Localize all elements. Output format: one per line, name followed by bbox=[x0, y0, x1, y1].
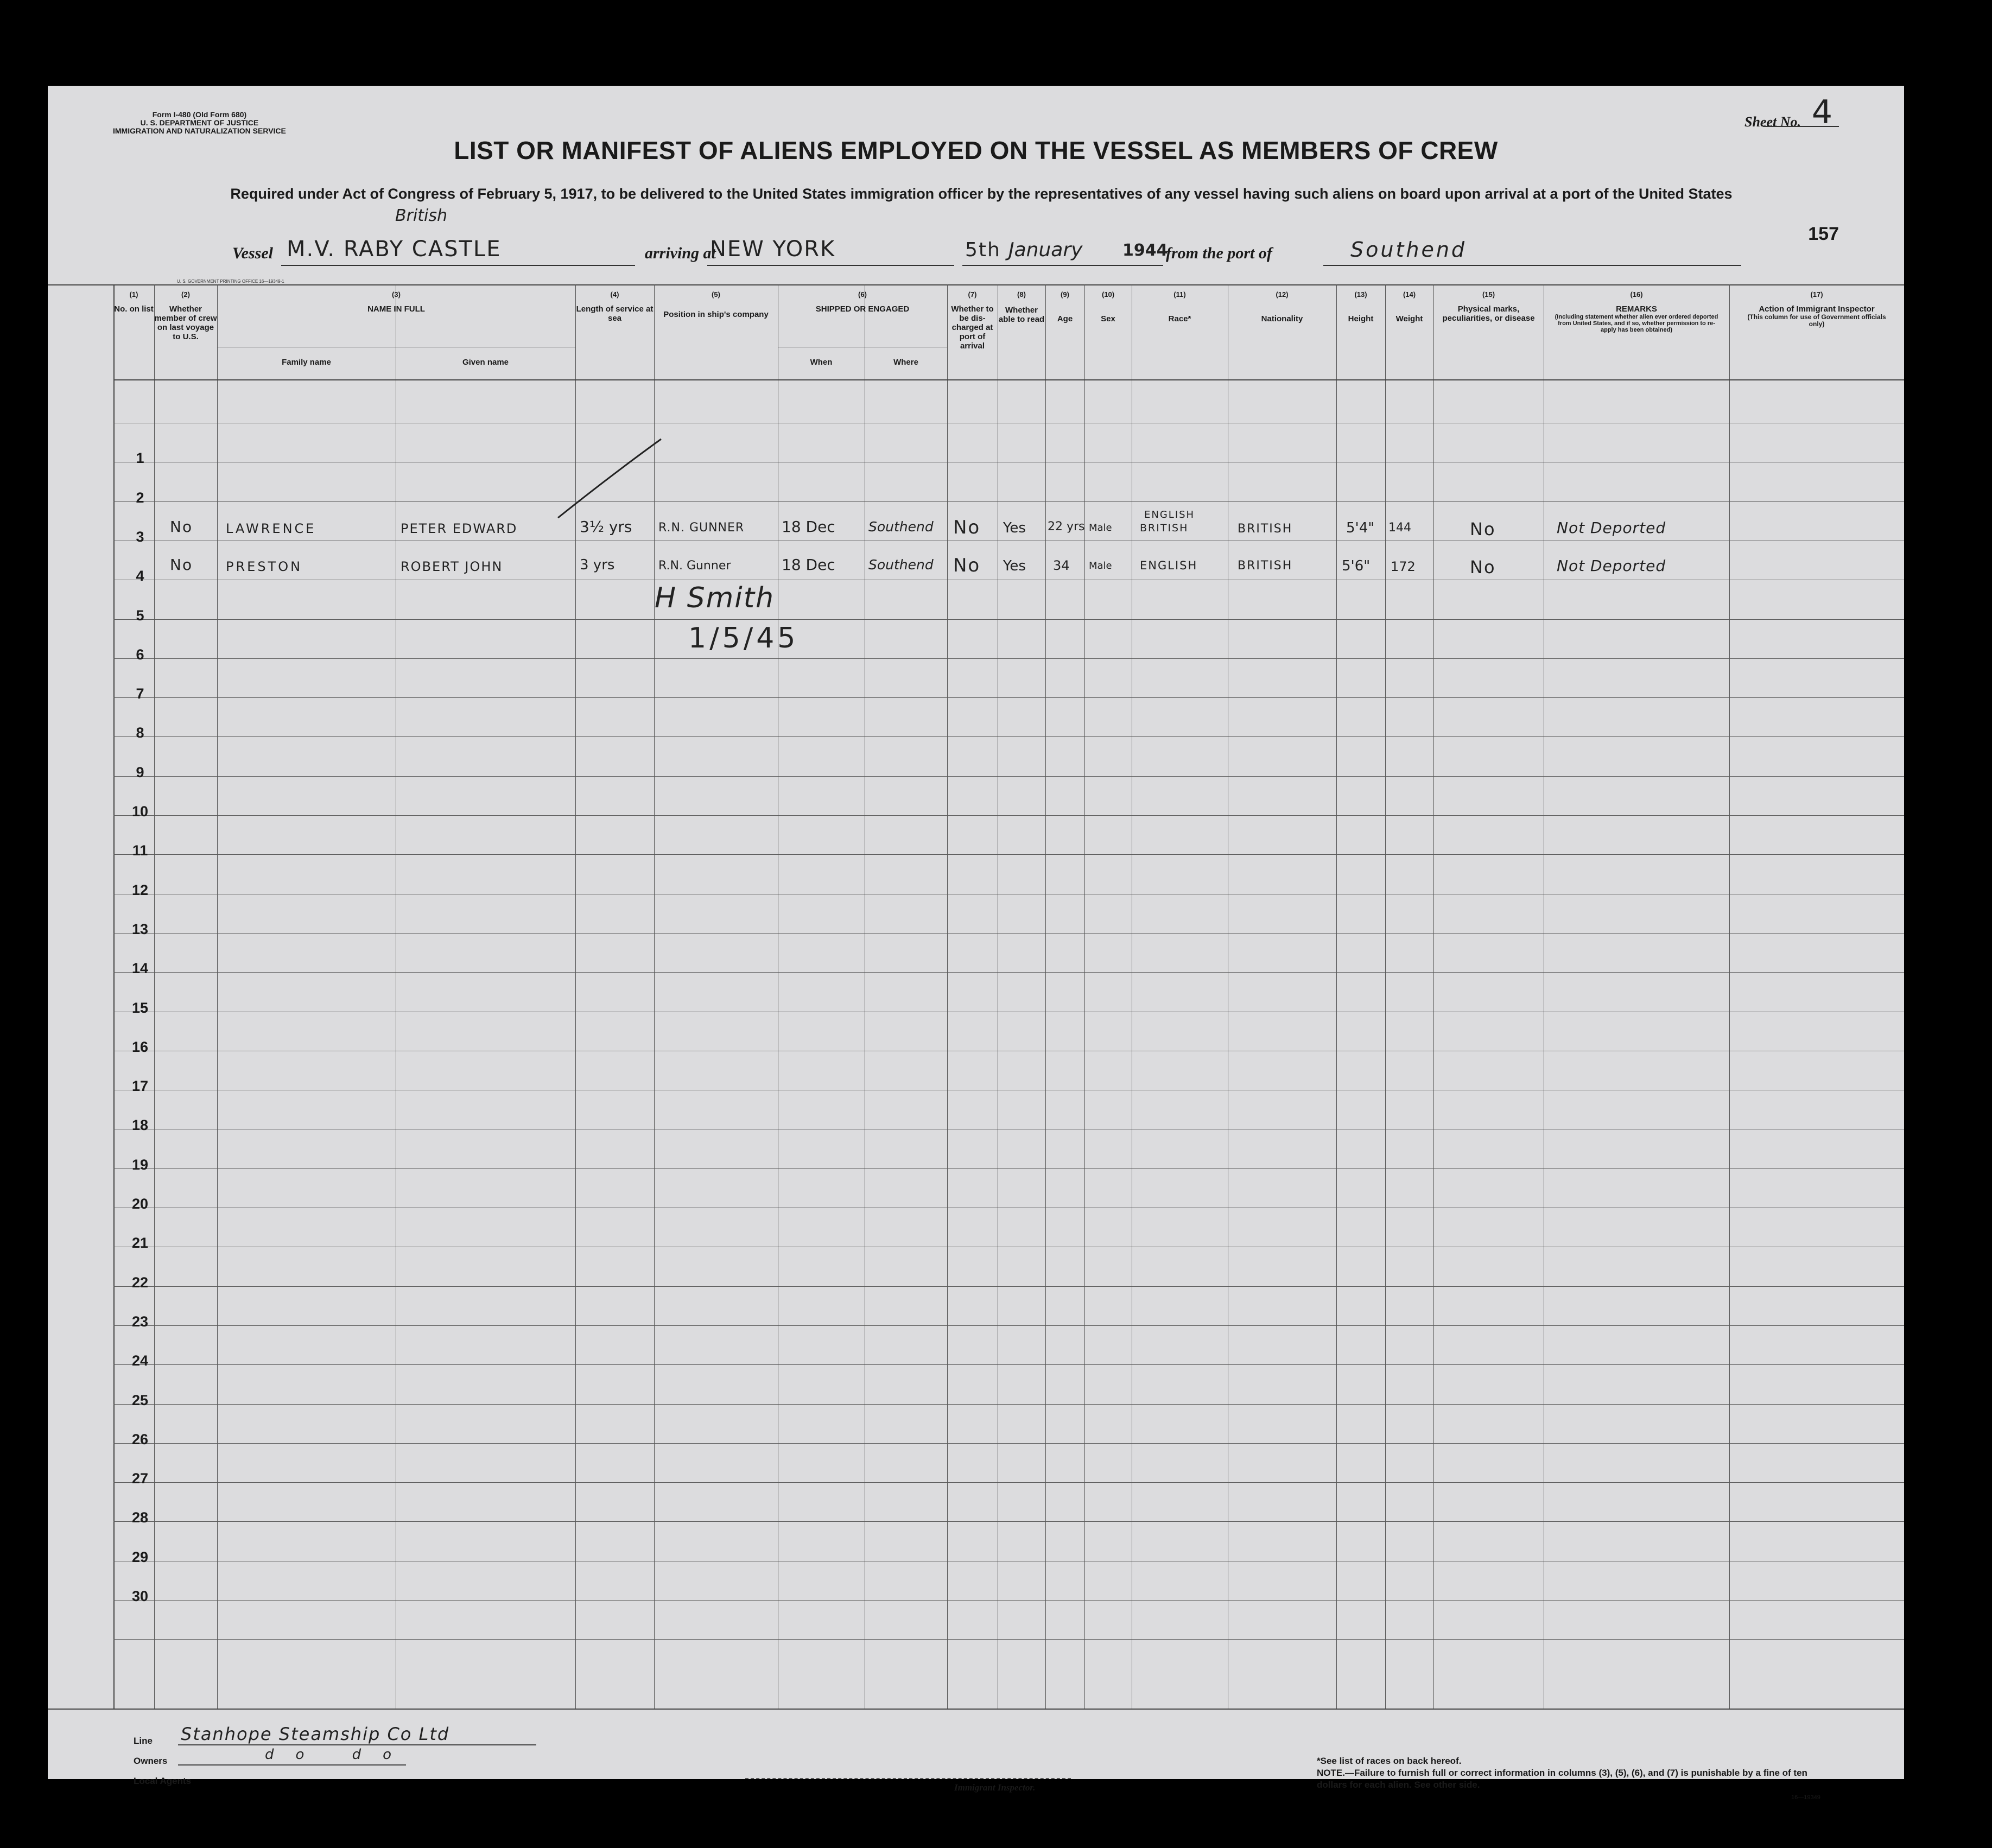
col-header-16: (16) REMARKS (Including statement whether alien ever ordered deported from United States, and if so, whether permission to re-apply has been obtained) bbox=[1555, 290, 1718, 333]
position-cell: R.N. Gunner bbox=[658, 559, 731, 573]
row-line bbox=[113, 1639, 1904, 1640]
page-title: LIST OR MANIFEST OF ALIENS EMPLOYED ON THE VESSEL AS MEMBERS OF CREW bbox=[454, 136, 1498, 164]
row-number: 25 bbox=[131, 1392, 149, 1408]
col-header-13: (13) Height bbox=[1348, 290, 1374, 323]
col-header-15: (15) Physical marks, peculiarities, or disease bbox=[1442, 290, 1535, 323]
vessel-label: Vessel bbox=[232, 244, 273, 262]
col-header-1: (1) No. on list bbox=[114, 290, 154, 314]
where-cell: Southend bbox=[868, 519, 934, 535]
owners-label: Owners bbox=[134, 1756, 168, 1766]
row-number: 11 bbox=[132, 842, 148, 859]
col-header-4: (4) Length of service at sea bbox=[576, 290, 654, 323]
column-divider bbox=[1084, 284, 1085, 1709]
header-bottom-border bbox=[113, 379, 1904, 380]
owners-value: do do bbox=[265, 1747, 414, 1763]
col-header-12: (12) Nationality bbox=[1261, 290, 1303, 323]
row-line bbox=[113, 1364, 1904, 1365]
races-note: *See list of races on back hereof. bbox=[1317, 1756, 1462, 1766]
row-line bbox=[113, 815, 1904, 816]
col-header-6: (6) SHIPPED OR ENGAGED bbox=[815, 290, 910, 314]
service-name: IMMIGRATION AND NATURALIZATION SERVICE bbox=[113, 126, 286, 135]
col-header-10: (10) Sex bbox=[1101, 290, 1115, 323]
arrival-port: NEW YORK bbox=[710, 237, 836, 262]
nationality-cell: BRITISH bbox=[1238, 522, 1293, 536]
row-line bbox=[113, 1482, 1904, 1483]
stamp-number: 157 bbox=[1808, 224, 1839, 244]
local-agents-label: Local Agents bbox=[134, 1776, 192, 1786]
col-header-8: (8) Whether able to read bbox=[998, 290, 1045, 324]
height-cell: 5'6" bbox=[1342, 558, 1371, 574]
row-line bbox=[113, 776, 1904, 777]
vessel-name: M.V. RABY CASTLE bbox=[287, 237, 502, 262]
when-cell: 18 Dec bbox=[782, 556, 835, 574]
line-underline bbox=[178, 1744, 536, 1745]
sheet-label: Sheet No. bbox=[1744, 114, 1801, 130]
vessel-line bbox=[281, 265, 635, 266]
pen-stroke bbox=[553, 436, 672, 523]
col-header-5: (5) Position in ship's company bbox=[663, 290, 769, 319]
row-number: 26 bbox=[131, 1431, 149, 1447]
col-header-given-name: Given name bbox=[462, 358, 509, 367]
discharged-cell: No bbox=[953, 555, 981, 576]
row-number: 8 bbox=[136, 725, 144, 741]
row-number: 9 bbox=[136, 764, 144, 780]
row-line bbox=[113, 619, 1904, 620]
row-number: 17 bbox=[131, 1078, 149, 1094]
position-cell: R.N. GUNNER bbox=[658, 521, 745, 535]
row-number: 29 bbox=[131, 1549, 149, 1565]
table-top-border bbox=[48, 284, 1904, 285]
age-cell: 34 bbox=[1053, 558, 1070, 573]
crew-table bbox=[48, 284, 1904, 1709]
vessel-nationality: British bbox=[395, 206, 447, 225]
row-line bbox=[113, 1325, 1904, 1326]
remarks-cell: Not Deported bbox=[1557, 519, 1666, 537]
where-cell: Southend bbox=[868, 557, 934, 573]
from-port: Southend bbox=[1350, 238, 1467, 262]
discharged-cell: No bbox=[953, 517, 981, 538]
column-divider bbox=[1336, 284, 1337, 1709]
nationality-cell: BRITISH bbox=[1238, 559, 1293, 573]
row-line bbox=[113, 1521, 1904, 1522]
owners-underline bbox=[178, 1764, 406, 1766]
col-header-family-name: Family name bbox=[282, 358, 331, 367]
from-port-line bbox=[1323, 265, 1741, 266]
inspector-signature: H Smith bbox=[655, 582, 775, 614]
row-number: 14 bbox=[131, 960, 149, 976]
row-number: 16 bbox=[131, 1039, 149, 1055]
row-number: 2 bbox=[136, 490, 144, 506]
race-cell: ENGLISH bbox=[1144, 509, 1195, 520]
row-number: 13 bbox=[131, 921, 149, 937]
penalty-note: NOTE.—Failure to furnish full or correct information in columns (3), (5), (6), and (7) is punishable by a fine of ten dollars for each alien. See other side. bbox=[1317, 1768, 1807, 1790]
sex-cell: Male bbox=[1089, 522, 1112, 534]
row-number: 27 bbox=[131, 1470, 149, 1487]
column-divider bbox=[113, 284, 115, 1709]
column-divider bbox=[217, 284, 218, 1709]
race-extra-cell: BRITISH bbox=[1140, 522, 1189, 534]
read-cell: Yes bbox=[1003, 558, 1026, 574]
weight-cell: 172 bbox=[1391, 559, 1416, 574]
family-name-cell: PRESTON bbox=[226, 559, 303, 574]
column-divider bbox=[1045, 284, 1046, 1709]
row-number: 22 bbox=[131, 1274, 149, 1291]
col-header-9: (9) Age bbox=[1057, 290, 1073, 323]
given-name-cell: PETER EDWARD bbox=[401, 521, 518, 536]
col-header-17: (17) Action of Immigrant Inspector (This column for use of Government officials only) bbox=[1747, 290, 1886, 328]
row-line bbox=[113, 972, 1904, 973]
col-header-3: (3) NAME IN FULL bbox=[367, 290, 425, 314]
arrival-day: 5th bbox=[965, 239, 1001, 261]
row-number: 18 bbox=[131, 1117, 149, 1133]
row-number: 24 bbox=[131, 1352, 149, 1369]
row-number: 20 bbox=[131, 1196, 149, 1212]
row-number: 3 bbox=[136, 529, 144, 545]
col-header-7: (7) Whether to be dis-charged at port of arrival bbox=[951, 290, 994, 351]
col-header-14: (14) Weight bbox=[1395, 290, 1423, 323]
sheet-number-line bbox=[1763, 126, 1839, 127]
footer-border bbox=[48, 1709, 1904, 1710]
form-identifier bbox=[113, 111, 286, 135]
department: U. S. DEPARTMENT OF JUSTICE bbox=[140, 118, 259, 127]
sheet-number: 4 bbox=[1811, 93, 1834, 131]
row-line bbox=[113, 1600, 1904, 1601]
family-name-cell: LAWRENCE bbox=[226, 521, 316, 536]
arrival-date-line bbox=[962, 265, 1163, 266]
when-cell: 18 Dec bbox=[782, 518, 835, 536]
row-number: 4 bbox=[136, 568, 144, 584]
marks-cell: No bbox=[1470, 557, 1496, 577]
signature-date: 1/5/45 bbox=[688, 622, 799, 655]
row-line bbox=[113, 1443, 1904, 1444]
manifest-page bbox=[48, 86, 1904, 1801]
read-cell: Yes bbox=[1003, 520, 1026, 536]
form-code: 16—19349 bbox=[1791, 1794, 1820, 1801]
from-port-label: from the port of bbox=[1166, 244, 1272, 262]
row-number: 1 bbox=[136, 450, 144, 466]
row-line bbox=[113, 736, 1904, 737]
line-value: Stanhope Steamship Co Ltd bbox=[181, 1724, 450, 1744]
row-number: 21 bbox=[131, 1235, 149, 1251]
column-divider bbox=[1433, 284, 1434, 1709]
col-header-11: (11) Race* bbox=[1168, 290, 1191, 323]
column-divider bbox=[1385, 284, 1386, 1709]
row-line bbox=[113, 854, 1904, 855]
marks-cell: No bbox=[1470, 519, 1496, 539]
col-header-when: When bbox=[810, 358, 833, 367]
prior-voyage-cell: No bbox=[170, 556, 193, 574]
row-number: 15 bbox=[131, 1000, 149, 1016]
line-label: Line bbox=[134, 1736, 153, 1746]
form-number: Form I-480 (Old Form 680) bbox=[152, 110, 247, 119]
row-number: 12 bbox=[131, 882, 149, 898]
page-subtitle: Required under Act of Congress of February 5, 1917, to be delivered to the United States immigration officer by the representatives of any vessel having such aliens on board upon arrival at a port of the United States bbox=[230, 186, 1733, 202]
arriving-label: arriving at bbox=[645, 244, 716, 262]
row-number: 23 bbox=[131, 1313, 149, 1330]
row-number: 7 bbox=[136, 685, 144, 702]
row-line bbox=[113, 697, 1904, 698]
row-number: 28 bbox=[131, 1509, 149, 1526]
inspector-label: Immigrant Inspector. bbox=[954, 1782, 1036, 1793]
height-cell: 5'4" bbox=[1346, 520, 1375, 536]
column-divider bbox=[947, 284, 948, 1709]
remarks-cell: Not Deported bbox=[1557, 557, 1666, 575]
col-header-2: (2) Whether member of crew on last voyage to U.S. bbox=[154, 290, 217, 341]
printing-office: U. S. GOVERNMENT PRINTING OFFICE 16—19349-1 bbox=[177, 279, 284, 284]
row-number: 5 bbox=[136, 607, 144, 624]
sex-cell: Male bbox=[1089, 560, 1112, 571]
weight-cell: 144 bbox=[1388, 521, 1411, 535]
row-number: 30 bbox=[131, 1588, 149, 1604]
row-line bbox=[113, 658, 1904, 659]
arrival-port-line bbox=[707, 265, 954, 266]
arrival-year: 1944 bbox=[1122, 241, 1168, 260]
col-header-where: Where bbox=[893, 358, 918, 367]
row-number: 6 bbox=[136, 646, 144, 663]
row-line bbox=[113, 1404, 1904, 1405]
row-line bbox=[113, 501, 1904, 502]
given-name-cell: ROBERT JOHN bbox=[401, 559, 503, 574]
arrival-month: January bbox=[1008, 239, 1083, 261]
row-line bbox=[113, 1286, 1904, 1287]
inspector-signature-line bbox=[745, 1778, 1071, 1779]
prior-voyage-cell: No bbox=[170, 518, 193, 536]
service-cell: 3½ yrs bbox=[580, 518, 632, 536]
row-number: 10 bbox=[131, 803, 149, 820]
service-cell: 3 yrs bbox=[580, 557, 615, 573]
race-cell: ENGLISH bbox=[1140, 559, 1198, 572]
row-number: 19 bbox=[131, 1157, 149, 1173]
age-cell: 22 yrs bbox=[1048, 520, 1085, 534]
column-divider bbox=[1729, 284, 1730, 1709]
